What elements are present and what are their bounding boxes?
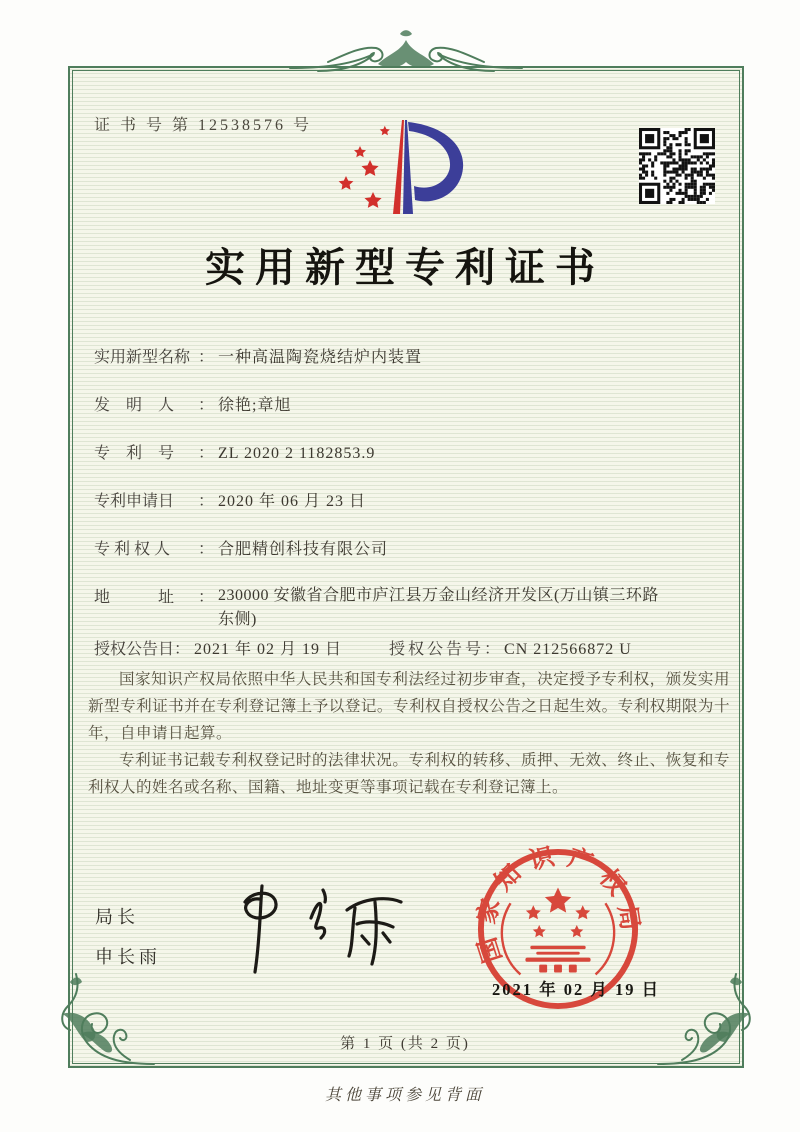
field-row-patent-number xyxy=(94,440,375,463)
page-indicator: 第 1 页 (共 2 页) xyxy=(340,1036,470,1052)
seal-text: 国家知识产权局 xyxy=(474,843,642,966)
field-row-address xyxy=(94,584,673,632)
field-label: 授权公告号 xyxy=(389,641,485,658)
signer-block xyxy=(95,903,161,983)
field-label: 发 明 人 xyxy=(94,397,175,414)
field-row-inventor xyxy=(94,392,291,415)
field-label: 授权公告日 xyxy=(94,641,175,658)
grant-number-pair xyxy=(389,636,632,659)
certificate-title: 实用新型专利证书 xyxy=(205,245,605,290)
field-colon: ： xyxy=(198,589,215,606)
field-row-filing-date xyxy=(94,488,366,511)
field-label: 专利申请日 xyxy=(94,493,175,510)
cnipa-logo-icon xyxy=(333,116,473,218)
field-value: ZL 2020 2 1182853.9 xyxy=(218,445,376,462)
legal-paragraph-1: 国家知识产权局依照中华人民共和国专利法经过初步审查，决定授予专利权，颁发实用新型专利证书并在专利登记簿上予以登记。专利权自授权公告之日起生效。专利权期限为十年，自申请日起算。 xyxy=(88,671,730,742)
field-value: 230000 安徽省合肥市庐江县万金山经济开发区(万山镇三环路东侧) xyxy=(218,587,659,628)
field-colon: ： xyxy=(174,641,191,658)
field-row-patentee xyxy=(94,536,388,559)
field-label: 专 利 号 xyxy=(94,445,175,462)
field-label: 地 址 xyxy=(94,589,175,606)
field-value: 合肥精创科技有限公司 xyxy=(218,541,389,558)
field-colon: ： xyxy=(198,541,215,558)
qr-code-icon xyxy=(639,128,715,204)
director-signature-icon xyxy=(215,872,425,982)
field-value: 一种高温陶瓷烧结炉内装置 xyxy=(218,349,423,366)
back-note: 其他事项参见背面 xyxy=(324,1087,485,1104)
field-row-name xyxy=(94,344,422,367)
grant-date-pair xyxy=(94,636,342,659)
field-value: 徐艳;章旭 xyxy=(218,397,292,414)
field-value: 2021 年 02 月 19 日 xyxy=(194,641,343,658)
signer-role: 局长 xyxy=(95,907,139,927)
field-row-grant xyxy=(94,636,632,659)
field-colon: ： xyxy=(198,493,215,510)
field-colon: ： xyxy=(198,349,215,366)
legal-text xyxy=(88,666,730,801)
field-value: CN 212566872 U xyxy=(504,641,632,658)
legal-paragraph-2: 专利证书记载专利权登记时的法律状况。专利权的转移、质押、无效、终止、恢复和专利权人的姓名或名称、国籍、地址变更等事项记载在专利登记簿上。 xyxy=(88,752,730,796)
field-colon: ： xyxy=(198,397,215,414)
field-value: 2020 年 06 月 23 日 xyxy=(218,493,367,510)
field-label: 专 利 权 人 xyxy=(94,541,171,558)
field-label: 实用新型名称 xyxy=(94,349,191,366)
field-colon: ： xyxy=(484,641,501,658)
certificate-number: 证 书 号 第 12538576 号 xyxy=(94,117,313,134)
signer-name: 申长雨 xyxy=(95,947,161,967)
seal-date: 2021 年 02 月 19 日 xyxy=(492,980,661,999)
field-colon: ： xyxy=(198,445,215,462)
